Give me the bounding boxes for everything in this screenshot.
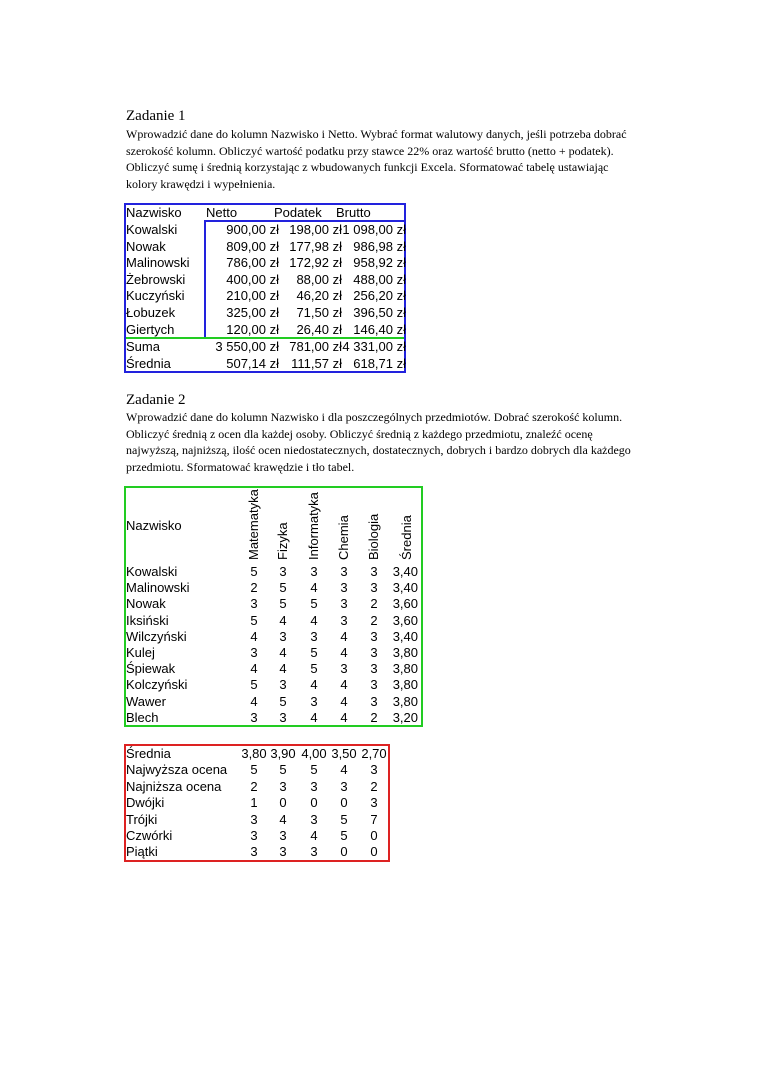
zadanie2-cell-grade: 3 [340,580,348,596]
zadanie2-subject-header: Biologia [366,513,381,560]
zadanie2-stat-label: Trójki [126,811,158,827]
zadanie2-stat-value: 7 [370,811,378,827]
zadanie2-title: Zadanie 2 [126,392,186,408]
zadanie2-stat-label: Piątki [126,844,158,860]
zadanie1-cell-name: Nowak [126,238,166,254]
zadanie1-header-3: Brutto [336,205,371,220]
zadanie2-cell-grade: 5 [310,596,318,612]
zadanie2-stat-value: 4,00 [301,746,327,761]
zadanie2-cell-grade: 4 [250,661,258,677]
zadanie2-instructions: Wprowadzić dane do kolumn Nazwisko i dla poszczególnych przedmiotów. Dobrać szerokość kolumn. Obliczyć średnią z ocen dla każdej osoby. Obliczyć średnią z każdego przedmiotu, znaleźć ocenę najwyższą, najniższą, ilość ocen niedostatecznych, dostatecznych, dobrych i bardzo dobrych dla każdego przedmiotu. Sformatować krawędzie i tło tabel. [126,410,631,474]
zadanie2-stat-value: 2 [370,778,378,794]
zadanie2-stat-value: 1 [250,795,258,811]
zadanie2-cell-average: 3,80 [392,677,418,693]
zadanie2-stat-value: 3 [310,778,318,794]
zadanie2-stat-value: 2 [250,778,258,794]
zadanie1-cell-value: 172,92 zł [289,255,342,271]
zadanie2-cell-grade: 3 [370,693,378,709]
zadanie2-stat-value: 3 [310,811,318,827]
zadanie2-cell-grade: 3 [370,628,378,644]
zadanie2-cell-grade: 4 [310,677,318,693]
zadanie1-header-2: Podatek [274,205,322,220]
zadanie2-stat-value: 3 [340,778,348,794]
zadanie2-cell-grade: 3 [310,693,318,709]
zadanie1-header-1: Netto [206,205,238,220]
zadanie1-cell-value: 488,00 zł [353,271,406,287]
zadanie1-title: Zadanie 1 [126,108,186,124]
zadanie2-cell-name: Wilczyński [126,628,187,644]
zadanie1-summary-label: Średnia [126,355,171,371]
zadanie2-cell-grade: 5 [250,564,258,579]
zadanie2-cell-average: 3,80 [392,661,418,677]
zadanie1-summary-value: 781,00 zł [289,339,342,355]
zadanie2-cell-grade: 3 [370,580,378,596]
zadanie1-cell-value: 146,40 zł [353,321,406,337]
zadanie1-cell-value: 26,40 zł [296,321,342,337]
zadanie2-cell-grade: 3 [279,628,287,644]
zadanie2-cell-name: Malinowski [126,580,190,596]
zadanie1-cell-value: 88,00 zł [296,271,342,287]
zadanie2-stat-label: Czwórki [126,828,173,843]
zadanie2-cell-grade: 5 [310,661,318,677]
zadanie2-stat-value: 0 [370,844,378,860]
zadanie2-stat-value: 5 [250,762,258,778]
zadanie1-cell-value: 396,50 zł [353,305,406,320]
zadanie2-cell-grade: 3 [250,645,258,660]
zadanie1-cell-value: 198,00 zł [289,222,342,237]
zadanie2-stat-value: 0 [279,795,287,811]
zadanie2-cell-grade: 4 [279,661,287,677]
zadanie2-stat-label: Najniższa ocena [126,778,222,794]
zadanie2-stat-value: 2,70 [361,746,387,761]
zadanie2-cell-grade: 3 [250,596,258,612]
zadanie1-cell-value: 120,00 zł [226,321,279,337]
zadanie1-cell-value: 900,00 zł [226,222,279,237]
zadanie2-cell-grade: 5 [279,693,287,709]
zadanie1-cell-name: Giertych [126,321,175,337]
zadanie1-cell-value: 986,98 zł [353,238,406,254]
zadanie2-cell-grade: 3 [279,709,287,725]
zadanie2-cell-grade: 2 [370,596,378,612]
zadanie2-stat-value: 3 [250,811,258,827]
zadanie2-cell-grade: 4 [310,709,318,725]
zadanie2-subject-header: Chemia [336,515,351,560]
zadanie2-cell-grade: 3 [279,564,287,579]
zadanie1-cell-value: 1 098,00 zł [342,222,406,237]
zadanie1-cell-value: 256,20 zł [353,288,406,304]
zadanie2-cell-name: Nowak [126,596,166,612]
zadanie2-cell-grade: 3 [340,564,348,579]
zadanie2-cell-grade: 4 [310,580,318,596]
zadanie2-cell-name: Kolczyński [126,677,188,693]
zadanie2-cell-grade: 5 [279,596,287,612]
zadanie2-cell-grade: 3 [310,628,318,644]
zadanie2-cell-average: 3,80 [392,693,418,709]
zadanie2-cell-grade: 3 [250,709,258,725]
zadanie2-subject-header: Fizyka [275,522,290,560]
zadanie2-stat-label: Dwójki [126,795,165,811]
zadanie1-cell-value: 46,20 zł [296,288,342,304]
zadanie2-stat-value: 3 [279,828,287,843]
zadanie1-header-0: Nazwisko [126,205,182,220]
zadanie2-stat-value: 5 [310,762,318,778]
zadanie2-stat-value: 5 [340,828,348,843]
zadanie2-cell-grade: 4 [250,628,258,644]
zadanie2-cell-grade: 3 [370,645,378,660]
zadanie2-stat-value: 3 [370,762,378,778]
zadanie1-summary-value: 3 550,00 zł [215,339,279,355]
zadanie2-stat-value: 3,80 [241,746,267,761]
zadanie1-cell-value: 786,00 zł [226,255,279,271]
zadanie2-cell-name: Kulej [126,645,155,660]
zadanie1-summary-value: 111,57 zł [291,355,342,371]
zadanie2-cell-average: 3,80 [392,645,418,660]
zadanie2-cell-grade: 4 [279,645,287,660]
zadanie2-stat-value: 3 [310,844,318,860]
zadanie1-cell-name: Malinowski [126,255,190,271]
zadanie2-cell-average: 3,40 [392,580,418,596]
zadanie2-cell-grade: 4 [340,677,348,693]
zadanie1-cell-value: 400,00 zł [226,271,279,287]
zadanie2-stat-value: 5 [279,762,287,778]
zadanie2-cell-grade: 4 [340,693,348,709]
zadanie1-cell-name: Łobuzek [126,305,176,320]
zadanie2-stats-table [124,744,390,862]
zadanie2-stat-value: 4 [340,762,348,778]
zadanie2-cell-grade: 4 [340,645,348,660]
zadanie1-cell-value: 958,92 zł [353,255,406,271]
zadanie2-cell-average: 3,40 [392,564,418,579]
zadanie2-stat-value: 3,90 [270,746,296,761]
zadanie1-cell-value: 177,98 zł [289,238,342,254]
zadanie2-stat-value: 5 [340,811,348,827]
zadanie1-cell-name: Kuczyński [126,288,185,304]
zadanie1-summary-value: 507,14 zł [226,355,279,371]
zadanie2-header-nazwisko: Nazwisko [126,518,182,533]
zadanie2-stat-label: Najwyższa ocena [126,762,228,778]
zadanie1-cell-value: 210,00 zł [226,288,279,304]
zadanie2-cell-grade: 3 [370,661,378,677]
zadanie2-stat-value: 3 [250,844,258,860]
zadanie1-cell-value: 809,00 zł [226,238,279,254]
zadanie2-cell-name: Iksiński [126,612,169,628]
zadanie2-cell-grade: 2 [370,709,378,725]
zadanie2-stat-value: 3 [279,778,287,794]
zadanie1-cell-name: Kowalski [126,222,178,237]
zadanie2-cell-name: Śpiewak [126,661,176,677]
zadanie2-cell-grade: 3 [340,596,348,612]
zadanie2-cell-grade: 4 [340,628,348,644]
zadanie2-cell-grade: 4 [250,693,258,709]
zadanie2-stat-value: 0 [340,795,348,811]
zadanie2-cell-grade: 3 [279,677,287,693]
zadanie2-cell-grade: 4 [340,709,348,725]
zadanie1-instructions: Wprowadzić dane do kolumn Nazwisko i Netto. Wybrać format walutowy danych, jeśli potrzeba dobrać szerokość kolumn. Obliczyć wartość podatku przy stawce 22% oraz wartość brutto (netto + podatek). Obliczyć sumę i średnią korzystając z wbudowanych funkcji Excela. Sformatować tabelę ustawiając kolory krawędzi i wypełnienia. [126,127,627,191]
zadanie2-cell-average: 3,20 [392,709,418,725]
zadanie2-cell-grade: 3 [340,661,348,677]
zadanie2-subject-header: Średnia [399,515,414,560]
zadanie2-stat-value: 3,50 [331,746,357,761]
zadanie2-stat-value: 0 [310,795,318,811]
zadanie1-cell-name: Żebrowski [126,271,186,287]
zadanie2-cell-grade: 5 [279,580,287,596]
zadanie2-cell-grade: 3 [370,677,378,693]
zadanie2-cell-name: Blech [126,709,159,725]
zadanie2-cell-grade: 3 [340,612,348,628]
zadanie2-cell-grade: 5 [250,677,258,693]
zadanie2-cell-average: 3,60 [392,596,418,612]
zadanie2-cell-grade: 3 [370,564,378,579]
zadanie2-grades-table [124,486,423,727]
zadanie2-cell-grade: 4 [279,612,287,628]
zadanie2-stat-value: 0 [340,844,348,860]
zadanie2-stat-value: 3 [250,828,258,843]
zadanie1-table [124,203,406,373]
zadanie2-cell-grade: 2 [250,580,258,596]
zadanie1-summary-value: 4 331,00 zł [342,339,406,355]
zadanie2-stat-value: 0 [370,828,378,843]
zadanie2-cell-grade: 5 [250,612,258,628]
zadanie2-stat-value: 3 [370,795,378,811]
zadanie1-summary-label: Suma [126,339,160,355]
zadanie2-cell-name: Kowalski [126,564,178,579]
zadanie2-cell-average: 3,40 [392,628,418,644]
zadanie2-cell-grade: 4 [310,612,318,628]
zadanie2-cell-grade: 3 [310,564,318,579]
zadanie2-stat-value: 4 [310,828,318,843]
zadanie2-cell-grade: 5 [310,645,318,660]
zadanie2-cell-grade: 2 [370,612,378,628]
zadanie2-subject-header: Informatyka [306,492,321,560]
zadanie2-stat-value: 4 [279,811,287,827]
zadanie2-subject-header: Matematyka [246,489,261,560]
zadanie1-cell-value: 71,50 zł [296,305,342,320]
zadanie2-stat-label: Średnia [126,746,171,761]
zadanie2-stat-value: 3 [279,844,287,860]
zadanie1-cell-value: 325,00 zł [226,305,279,320]
zadanie2-cell-name: Wawer [126,693,166,709]
zadanie2-cell-average: 3,60 [392,612,418,628]
zadanie1-summary-value: 618,71 zł [353,355,406,371]
